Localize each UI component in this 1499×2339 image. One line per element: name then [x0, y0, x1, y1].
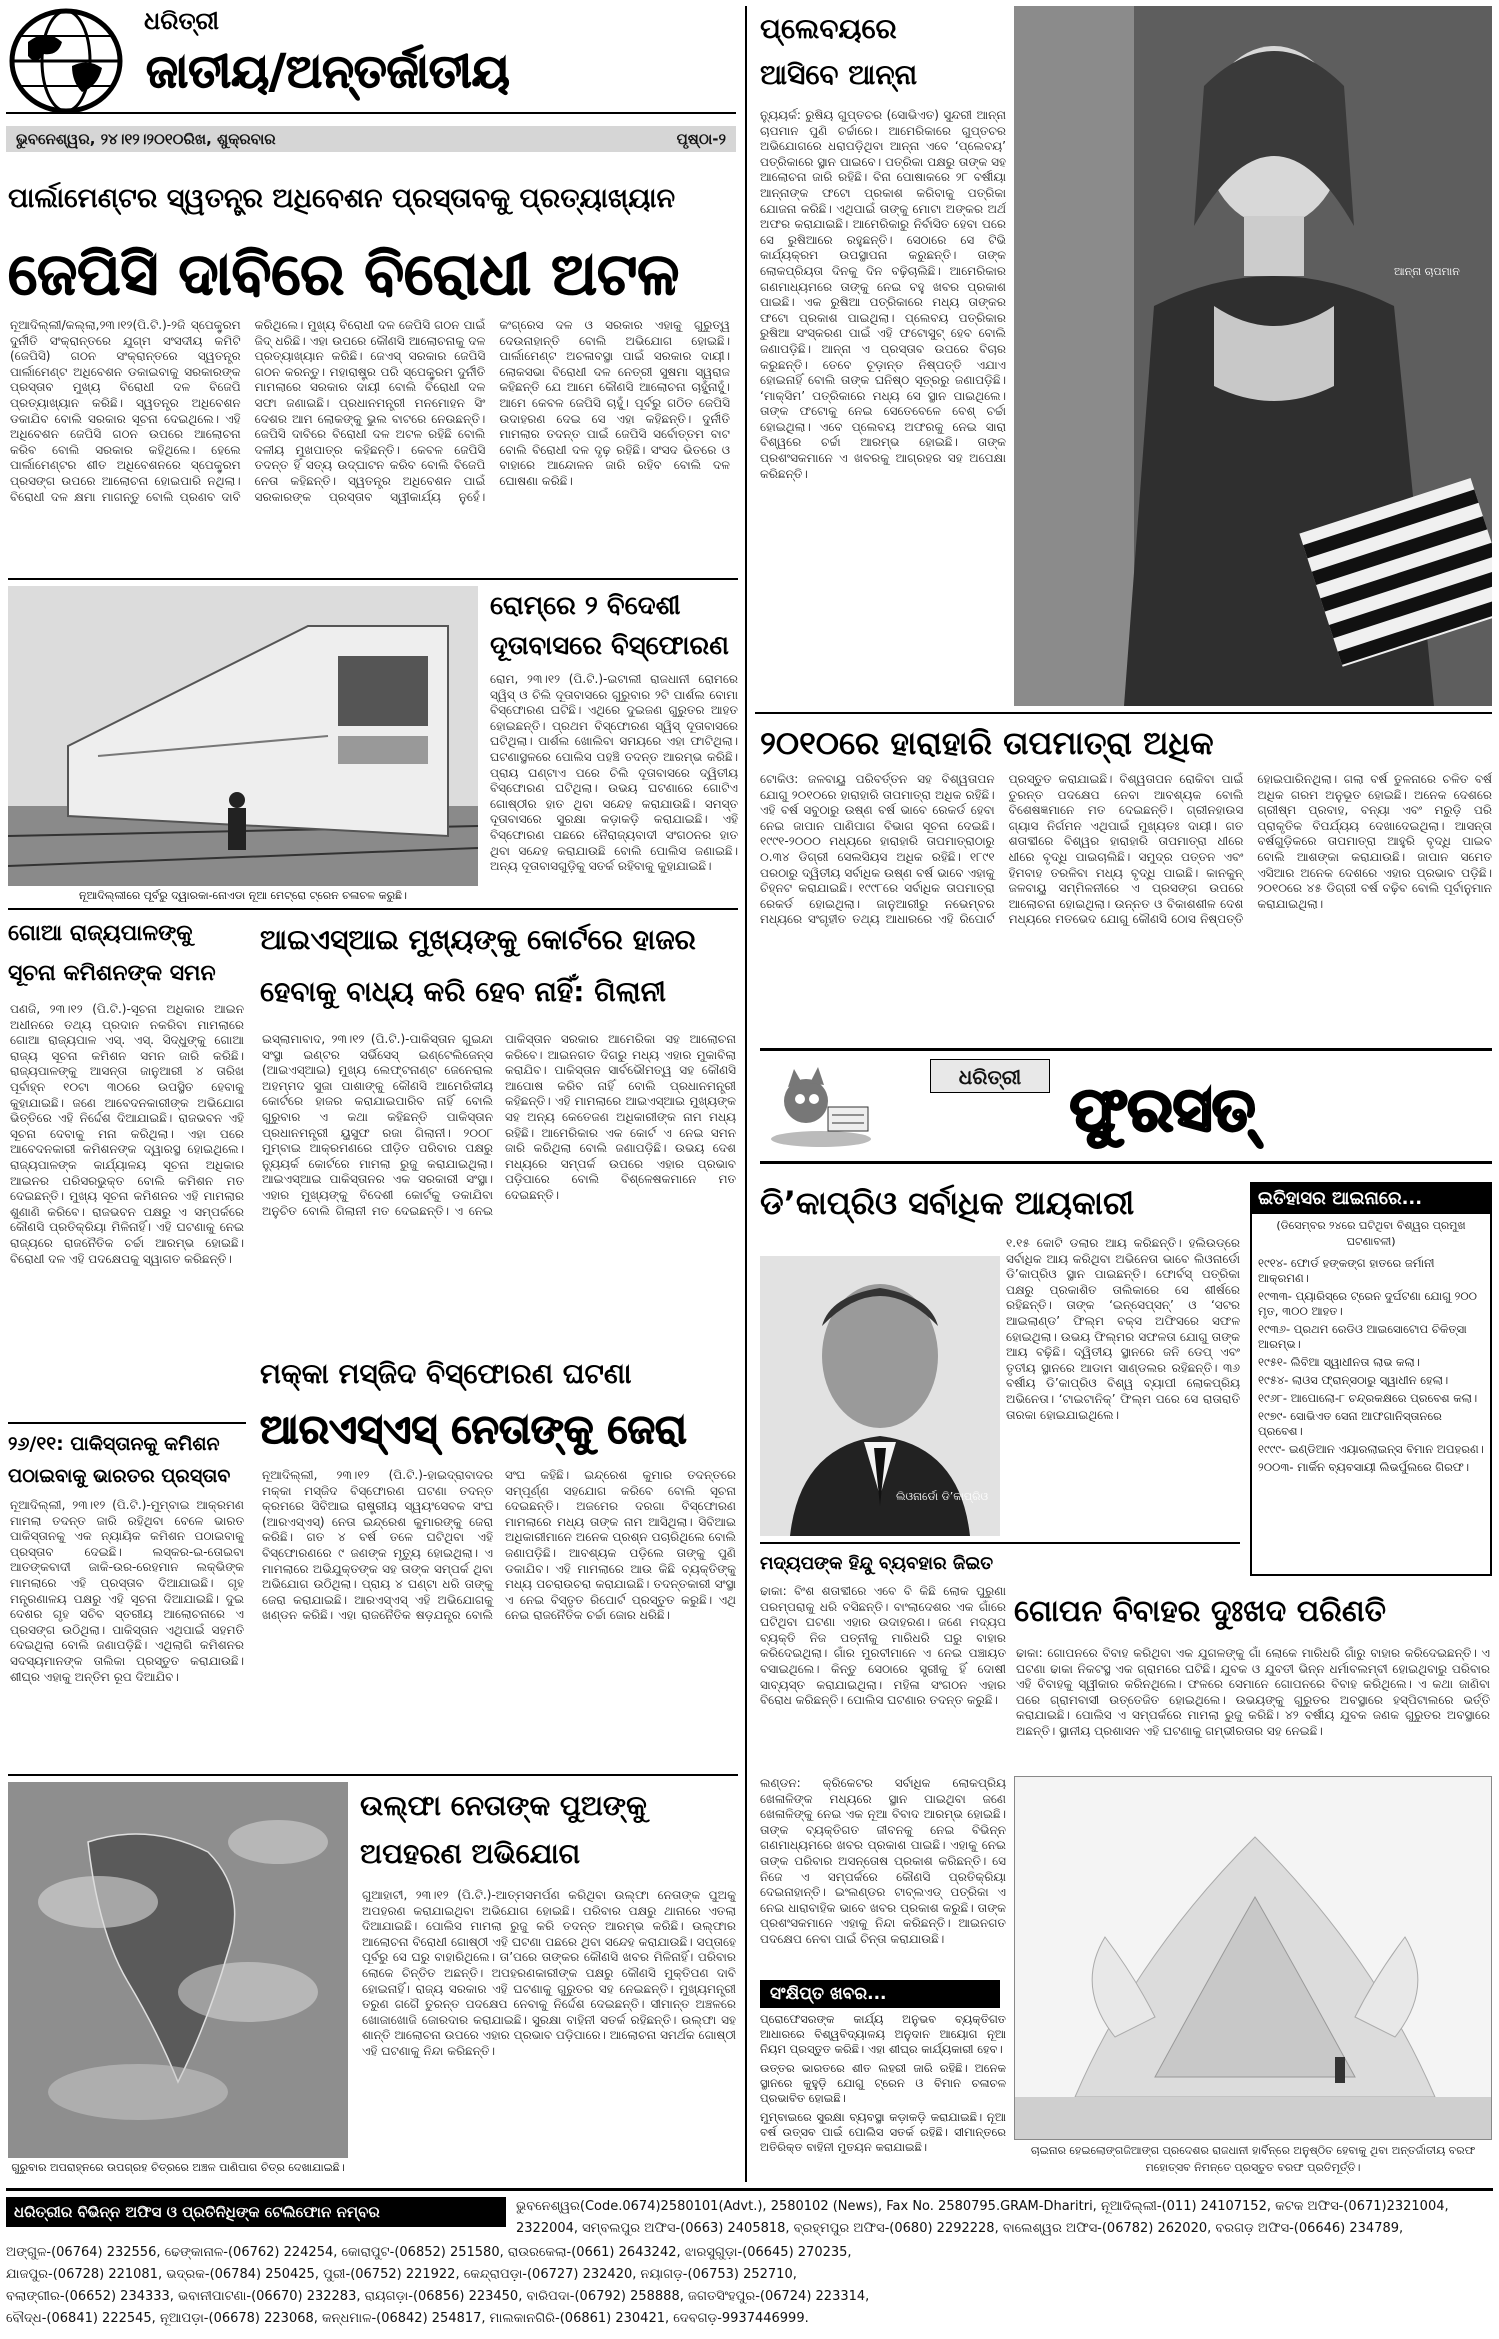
date-strip [6, 126, 736, 152]
cartoon-cat-icon [766, 1061, 876, 1151]
phurusata-logo-word: ଧରିତ୍ରୀ [958, 1065, 1022, 1089]
divider [8, 1774, 738, 1776]
history-item: ୧୯୭୯- ସୋଭିଏତ ସେନା ଆଫଗାନିସ୍ତାନରେ ପ୍ରବେଶ। [1258, 1409, 1442, 1438]
anna-body: ନ୍ୟୁୟର୍କ: ରୁଷିୟ ଗୁପ୍ତଚର (ସୋଭିଏତ) ସୁନ୍ଦରୀ ଆନ୍ନା ଚାପମାନ ପୁଣି ଚର୍ଚ୍ଚାରେ। ଆମେରିକାରେ ଗୁପ୍ତଚର ଅଭିଯୋଗରେ ଧରାପଡ଼ିଥିବା ଆନ୍ନା ଏବେ ‘ପ୍ଲେବୟ’ ପତ୍ରିକାରେ ସ୍ଥାନ ପାଇବେ। ପତ୍ରିକା ପକ୍ଷରୁ ତାଙ୍କ ସହ ଆଲୋଚନା ଜାରି ରହିଛି। ବିନା ପୋଷାକରେ ୨୮ ବର୍ଷୀୟା ଆନ୍ନାଙ୍କ ଫଟୋ ପ୍ରକାଶ କରିବାକୁ ପତ୍ରିକା ଯୋଜନା କରିଛି। ଏଥିପାଇଁ ତାଙ୍କୁ ମୋଟା ଅଙ୍କର ଅର୍ଥ ଅଫର କରାଯାଇଛି। ଆମେରିକାରୁ ନିର୍ବାସିତ ହେବା ପରେ ସେ ରୁଷିଆରେ ରହୁଛନ୍ତି। ସେଠାରେ ସେ ଟିଭି କାର୍ଯ୍ୟକ୍ରମ ଉପସ୍ଥାପନା କରୁଛନ୍ତି। ତାଙ୍କ ଲୋକପ୍ରିୟତା ଦିନକୁ ଦିନ ବଢ଼ିଚାଲିଛି। ଆମେରିକାର ଗଣମାଧ୍ୟମରେ ତାଙ୍କୁ ନେଇ ବହୁ ଖବର ପ୍ରକାଶ ପାଇଛି। ଏକ ରୁଷିଆ ପତ୍ରିକାରେ ମଧ୍ୟ ତାଙ୍କର ଫଟୋ ପ୍ରକାଶ ପାଇଥିଲା। ପ୍ଲେବୟ ପତ୍ରିକାର ରୁଷିଆ ସଂସ୍କରଣ ପାଇଁ ଏହି ଫଟୋସୁଟ୍ ହେବ ବୋଲି ଜଣାପଡ଼ିଛି। ଆନ୍ନା ଏ ପ୍ରସ୍ତାବ ଉପରେ ବିଚାର କରୁଛନ୍ତି। ତେବେ ଚୂଡ଼ାନ୍ତ ନିଷ୍ପତ୍ତି ଏଯାଏ ହୋଇନାହିଁ ବୋଲି ତାଙ୍କ ଘନିଷ୍ଠ ସୂତ୍ରରୁ ଜଣାପଡ଼ିଛି। ‘ମାକ୍ସିମ’ ପତ୍ରିକାରେ ମଧ୍ୟ ସେ ସ୍ଥାନ ପାଇଥିଲେ। ତାଙ୍କ ଫଟୋକୁ ନେଇ ସେତେବେଳେ ବେଶ୍ ଚର୍ଚ୍ଚା ହୋଇଥିଲା। ଏବେ ପ୍ଲେବୟ ଅଫରକୁ ନେଇ ସାରା ବିଶ୍ୱରେ ଚର୍ଚ୍ଚା ଆରମ୍ଭ ହୋଇଛି। ତାଙ୍କ ପ୍ରଶଂସକମାନେ ଏ ଖବରକୁ ଆଗ୍ରହର ସହ ଅପେକ୍ଷା କରିଛନ୍ତି। [760, 108, 1006, 481]
footer-line3: ଅଙ୍ଗୁଳ-(06764) 232556, ଢେଙ୍କାନାଳ-(06762) 224254, କୋରାପୁଟ-(06852) 251580, ରାଉରକେଲା-(0661) 2643242, ଝାରସୁଗୁଡ଼ା-(06645) 270235, [6, 2245, 852, 2260]
dicaprio-body: ୧.୧୫ କୋଟି ଡଲାର ଆୟ କରିଛନ୍ତି। ହଲିଉଡ୍‌ରେ ସର୍ବାଧିକ ଆୟ କରିଥିବା ଅଭିନେତା ଭାବେ ଲିଓନାର୍ଡୋ ଡି’କାପ୍ରିଓ ସ୍ଥାନ ପାଇଛନ୍ତି। ଫୋର୍ବସ୍ ପତ୍ରିକା ପକ୍ଷରୁ ପ୍ରକାଶିତ ତାଲିକାରେ ସେ ଶୀର୍ଷରେ ରହିଛନ୍ତି। ତାଙ୍କ ‘ଇନ୍‌ସେପ୍‌ସନ୍’ ଓ ‘ସଟର ଆଇଲାଣ୍ଡ’ ଫିଲ୍ମ ବକ୍ସ ଅଫିସରେ ସଫଳ ହୋଇଥିଲା। ଉଭୟ ଫିଲ୍ମର ସଫଳତା ଯୋଗୁ ତାଙ୍କ ଆୟ ବଢ଼ିଛି। ଦ୍ୱିତୀୟ ସ୍ଥାନରେ ଜନି ଡେପ୍ ଏବଂ ତୃତୀୟ ସ୍ଥାନରେ ଆଡାମ ସାଣ୍ଡଲର ରହିଛନ୍ତି। ୩୬ ବର୍ଷୀୟ ଡି’କାପ୍ରିଓ ବିଶ୍ୱ ବ୍ୟାପୀ ଲୋକପ୍ରିୟ ଅଭିନେତା। ‘ଟାଇଟାନିକ୍’ ଫିଲ୍ମ ପରେ ସେ ରାତାରାତି ତାରକା ହୋଇଯାଇଥିଲେ। [1006, 1236, 1240, 1422]
footer-line1: ଭୁବନେଶ୍ୱର(Code.0674)2580101(Advt.), 2580102 (News), Fax No. 2580795.GRAM-Dharitri, ନୂଆଦିଲ୍ଲୀ-(011) 24107152, କଟକ ଅଫିସ-(0671)2321004, [516, 2199, 1449, 2214]
satellite-weather-photo [8, 1782, 348, 2158]
masthead [6, 6, 736, 126]
history-intro: (ଡିସେମ୍ବର ୨୪ରେ ଘଟିଥିବା ବିଶ୍ୱର ପ୍ରମୁଖ ଘଟଣାବଳୀ) [1276, 1219, 1466, 1248]
gilani-headline-line1: ଆଇଏସ୍ଆଇ ମୁଖ୍ୟଙ୍କୁ କୋର୍ଟରେ ହାଜର [260, 923, 696, 956]
divider [8, 908, 738, 910]
goa-headline-line2: ସୂଚନା କମିଶନଙ୍କ ସମନ [8, 961, 216, 986]
footer-line2: 2322004, ସମ୍ବଲପୁର ଅଫିସ-(0663) 2405818, ବ୍ରହ୍ମପୁର ଅଫିସ-(0680) 2292228, ବାଲେଶ୍ୱର ଅଫିସ-(06782) 262020, ବରଗଡ଼ ଅଫିସ-(06646) 234789, [516, 2221, 1404, 2236]
ulfa-body: ଗୁଆହାଟୀ, ୨୩।୧୨ (ପି.ଟି.)-ଆତ୍ମସମର୍ପଣ କରିଥିବା ଉଲ୍‌ଫା ନେତାଙ୍କ ପୁଅକୁ ଅପହରଣ କରାଯାଇଥିବା ଅଭିଯୋଗ ହୋଇଛି। ପରିବାର ପକ୍ଷରୁ ଥାନାରେ ଏତଲା ଦିଆଯାଇଛି। ପୋଲିସ ମାମଲା ରୁଜୁ କରି ତଦନ୍ତ ଆରମ୍ଭ କରିଛି। ଉଲ୍‌ଫାର ଆଲୋଚନା ବିରୋଧୀ ଗୋଷ୍ଠୀ ଏହି ଘଟଣା ପଛରେ ଥିବା ସନ୍ଦେହ କରାଯାଉଛି। ସପ୍ତାହେ ପୂର୍ବରୁ ସେ ଘରୁ ବାହାରିଥିଲେ। ତା’ପରେ ତାଙ୍କର କୌଣସି ଖବର ମିଳିନାହିଁ। ପରିବାର ଲୋକେ ଚିନ୍ତିତ ଅଛନ୍ତି। ଅପହରଣକାରୀଙ୍କ ପକ୍ଷରୁ କୌଣସି ମୁକ୍ତିପଣ ଦାବି ହୋଇନାହିଁ। ରାଜ୍ୟ ସରକାର ଏହି ଘଟଣାକୁ ଗୁରୁତର ସହ ନେଇଛନ୍ତି। ମୁଖ୍ୟମନ୍ତ୍ରୀ ତରୁଣ ଗଗୈ ତୁରନ୍ତ ପଦକ୍ଷେପ ନେବାକୁ ନିର୍ଦ୍ଦେଶ ଦେଇଛନ୍ତି। ସୀମାନ୍ତ ଅଞ୍ଚଳରେ ଖୋଜାଖୋଜି ଜୋରଦାର କରାଯାଇଛି। ସୁରକ୍ଷା ବାହିନୀ ସତର୍କ ରହିଛନ୍ତି। ଉଲ୍‌ଫା ସହ ଶାନ୍ତି ଆଲୋଚନା ଉପରେ ଏହାର ପ୍ରଭାବ ପଡ଼ିପାରେ। ଆଲୋଚନା ସମର୍ଥକ ଗୋଷ୍ଠୀ ଏହି ଘଟଣାକୁ ନିନ୍ଦା କରିଛନ୍ତି। [362, 1888, 736, 2058]
dicaprio-photo-caption: ଲିଓନାର୍ଡୋ ଡି’କାପ୍ରିଓ [895, 1490, 989, 1503]
phurusata-title: ଫୁରସତ୍ [1070, 1075, 1255, 1145]
rome-body: ରୋମ, ୨୩।୧୨ (ପି.ଟି.)-ଇଟାଲୀ ରାଜଧାନୀ ରୋମରେ ସ୍ୱିସ୍ ଓ ଚିଲି ଦୂତାବାସରେ ଗୁରୁବାର ୨ଟି ପାର୍ଶଲ ବୋମା ବିସ୍ଫୋରଣ ଘଟିଛି। ଏଥିରେ ଦୁଇଜଣ ଗୁରୁତର ଆହତ ହୋଇଛନ୍ତି। ପ୍ରଥମ ବିସ୍ଫୋରଣ ସ୍ୱିସ୍ ଦୂତାବାସରେ ଘଟିଥିଲା। ପାର୍ଶଲ ଖୋଲିବା ସମୟରେ ଏହା ଫାଟିଥିଲା। ଘଟଣାସ୍ଥଳରେ ପୋଲିସ ପହଞ୍ଚି ତଦନ୍ତ ଆରମ୍ଭ କରିଛି। ପ୍ରାୟ ଘଣ୍ଟାଏ ପରେ ଚିଲି ଦୂତାବାସରେ ଦ୍ୱିତୀୟ ବିସ୍ଫୋରଣ ଘଟିଥିଲା। ଉଭୟ ଘଟଣାରେ ଗୋଟିଏ ଗୋଷ୍ଠୀର ହାତ ଥିବା ସନ୍ଦେହ କରାଯାଉଛି। ସମସ୍ତ ଦୂତାବାସରେ ସୁରକ୍ଷା କଡ଼ାକଡ଼ି କରାଯାଇଛି। ଏହି ବିସ୍ଫୋରଣ ପଛରେ ନୈରାଜ୍ୟବାଦୀ ସଂଗଠନର ହାତ ଥିବା ସନ୍ଦେହ କରାଯାଉଛି ବୋଲି ପୋଲିସ ଜଣାଇଛି। ଅନ୍ୟ ଦୂତାବାସଗୁଡ଼ିକୁ ସତର୍କ ରହିବାକୁ କୁହାଯାଇଛି। [490, 672, 738, 874]
gilani-headline-line2: ହେବାକୁ ବାଧ୍ୟ କରି ହେବ ନାହିଁ: ଗିଲାନୀ [260, 975, 666, 1008]
metro-train-photo [8, 586, 478, 886]
temperature-headline: ୨୦୧୦ରେ ହାରାହାରି ତାପମାତ୍ରା ଅଧିକ [760, 724, 1214, 762]
ulfa-headline-line1: ଉଲ୍‌ଫା ନେତାଙ୍କ ପୁଅଙ୍କୁ [360, 1789, 647, 1822]
temperature-body: ଟୋକିଓ: ଜଳବାୟୁ ପରିବର୍ତ୍ତନ ସହ ବିଶ୍ୱତାପନ ଯୋଗୁ ୨୦୧୦ରେ ହାରାହାରି ତାପମାତ୍ରା ଅଧିକ ରହିଛି। ଏହି ବର୍ଷ ସବୁଠାରୁ ଉଷ୍ଣ ବର୍ଷ ଭାବେ ରେକର୍ଡ ହେବା ନେଇ ଜାପାନ ପାଣିପାଗ ବିଭାଗ ସୂଚନା ଦେଇଛି। ୧୯୯୧-୨୦୦୦ ମଧ୍ୟରେ ହାରାହାରି ତାପମାତ୍ରାଠାରୁ ୦.୩୪ ଡିଗ୍ରୀ ସେଲସିୟସ ଅଧିକ ରହିଛି। ୧୮୯୧ ପରଠାରୁ ଦ୍ୱିତୀୟ ସର୍ବାଧିକ ଉଷ୍ଣ ବର୍ଷ ଭାବେ ଏହାକୁ ଚିହ୍ନଟ କରାଯାଇଛି। ୧୯୯୮ରେ ସର୍ବାଧିକ ତାପମାତ୍ରା ରେକର୍ଡ ହୋଇଥିଲା। ଜାନୁଆରୀରୁ ନଭେମ୍ବର ମଧ୍ୟରେ ସଂଗୃହୀତ ତଥ୍ୟ ଆଧାରରେ ଏହି ରିପୋର୍ଟ ପ୍ରସ୍ତୁତ କରାଯାଇଛି। ବିଶ୍ୱତାପନ ରୋକିବା ପାଇଁ ତୁରନ୍ତ ପଦକ୍ଷେପ ନେବା ଆବଶ୍ୟକ ବୋଲି ବିଶେଷଜ୍ଞମାନେ ମତ ଦେଇଛନ୍ତି। ଗ୍ରୀନହାଉସ ଗ୍ୟାସ ନିର୍ଗମନ ଏଥିପାଇଁ ମୁଖ୍ୟତଃ ଦାୟୀ। ଗତ ଶତାବ୍ଦୀରେ ବିଶ୍ୱର ହାରାହାରି ତାପମାତ୍ରା ଧୀରେ ଧୀରେ ବୃଦ୍ଧି ପାଇଚାଲିଛି। ସମୁଦ୍ର ପତ୍ତନ ଏବଂ ହିମବାହ ତରଳିବା ମଧ୍ୟ ବୃଦ୍ଧି ପାଇଛି। କାନକୁନ୍ ଜଳବାୟୁ ସମ୍ମିଳନୀରେ ଏ ପ୍ରସଙ୍ଗ ଉପରେ ଆଲୋଚନା ହୋଇଥିଲା। ଉନ୍ନତ ଓ ବିକାଶଶୀଳ ଦେଶ ମଧ୍ୟରେ ମତଭେଦ ଯୋଗୁ କୌଣସି ଠୋସ ନିଷ୍ପତ୍ତି ହୋଇପାରିନଥିଲା। ଗଲା ବର୍ଷ ତୁଳନାରେ ଚଳିତ ବର୍ଷ ଅଧିକ ଗରମ ଅନୁଭୂତ ହୋଇଛି। ଅନେକ ଦେଶରେ ଗ୍ରୀଷ୍ମ ପ୍ରବାହ, ବନ୍ୟା ଏବଂ ମରୁଡ଼ି ପରି ପ୍ରାକୃତିକ ବିପର୍ଯ୍ୟୟ ଦେଖାଦେଇଥିଲା। ଆସନ୍ତା ବର୍ଷଗୁଡ଼ିକରେ ତାପମାତ୍ରା ଆହୁରି ବୃଦ୍ଧି ପାଇବ ବୋଲି ଆଶଙ୍କା କରାଯାଉଛି। ଜାପାନ ସମେତ ଏସିଆର ଅନେକ ଦେଶରେ ଏହାର ପ୍ରଭାବ ପଡ଼ିଛି। ୨୦୧୦ରେ ୪୫ ଡିଗ୍ରୀ ବର୍ଷ ବଢ଼ିବ ବୋଲି ପୂର୍ବାନୁମାନ କରାଯାଇଥିଲା। [760, 772, 1492, 927]
divider [8, 1422, 246, 1424]
anna-headline-line1: ପ୍ଲେବୟରେ [760, 12, 897, 45]
mecca-kicker: ମକ୍କା ମସ୍‌ଜିଦ ବିସ୍ଫୋରଣ ଘଟଣା [260, 1357, 632, 1390]
weather-caption: ଗୁରୁବାର ଅପରାହ୍ନରେ ଉପଗ୍ରହ ଚିତ୍ରରେ ଅଞ୍ଚଳ ପାଣିପାଗ ଚିତ୍ର ଦେଖାଯାଇଛି। [11, 2161, 345, 2174]
history-item: ୧୯୩୩- ପ୍ୟାରିସ୍‌ରେ ଟ୍ରେନ ଦୁର୍ଘଟଣା ଯୋଗୁ ୨୦୦ ମୃତ, ୩୦୦ ଆହତ। [1258, 1289, 1477, 1318]
rome-headline-line1: ରୋମ୍‌ରେ ୨ ବିଦେଶୀ [490, 591, 681, 621]
gilani-body: ଇସ୍‌ଲାମାବାଦ, ୨୩।୧୨ (ପି.ଟି.)-ପାକିସ୍ତାନ ଗୁଇନ୍ଦା ସଂସ୍ଥା ଇଣ୍ଟର ସର୍ଭିସେସ୍‌ ଇଣ୍ଟେଲିଜେନ୍ସ (ଆଇଏସ୍ଆଇ) ମୁଖ୍ୟ ଲେଫ୍ଟନାଣ୍ଟ ଜେନେରାଲ ଅହମ୍ମଦ ସୁଜା ପାଶାଙ୍କୁ କୌଣସି ଆମେରିକୀୟ କୋର୍ଟରେ ହାଜର କରାଯାଇପାରିବ ନାହିଁ ବୋଲି ଗୁରୁବାର ଏ କଥା କହିଛନ୍ତି ପାକିସ୍ତାନ ପ୍ରଧାନମନ୍ତ୍ରୀ ୟୁସୁଫ ରଜା ଗିଲାନୀ। ୨୦୦୮ ମୁମ୍ବାଇ ଆକ୍ରମଣରେ ପୀଡ଼ିତ ପରିବାର ପକ୍ଷରୁ ନ୍ୟୁୟର୍କ କୋର୍ଟରେ ମାମଲା ରୁଜୁ କରାଯାଇଥିଲା। ଆଇଏସ୍ଆଇ ପାକିସ୍ତାନର ଏକ ସରକାରୀ ସଂସ୍ଥା। ଏହାର ମୁଖ୍ୟଙ୍କୁ ବିଦେଶୀ କୋର୍ଟକୁ ଡକାଯିବା ଅନୁଚିତ ବୋଲି ଗିଲାନୀ ମତ ଦେଇଛନ୍ତି। ଏ ନେଇ ପାକିସ୍ତାନ ସରକାର ଆମେରିକା ସହ ଆଲୋଚନା କରିବେ। ଆଇନଗତ ଦିଗରୁ ମଧ୍ୟ ଏହାର ମୁକାବିଲା କରାଯିବ। ପାକିସ୍ତାନ ସାର୍ବଭୌମତ୍ୱ ସହ କୌଣସି ଆପୋଷ କରିବ ନାହିଁ ବୋଲି ପ୍ରଧାନମନ୍ତ୍ରୀ କହିଛନ୍ତି। ଏହି ମାମଲାରେ ଆଇଏସ୍ଆଇ ମୁଖ୍ୟଙ୍କ ସହ ଅନ୍ୟ କେତେଜଣ ଅଧିକାରୀଙ୍କ ନାମ ମଧ୍ୟ ରହିଛି। ଆମେରିକାର ଏକ କୋର୍ଟ ଏ ନେଇ ସମନ ଜାରି କରିଥିଲା ବୋଲି ଜଣାପଡ଼ିଛି। ଉଭୟ ଦେଶ ମଧ୍ୟରେ ସମ୍ପର୍କ ଉପରେ ଏହାର ପ୍ରଭାବ ପଡ଼ିପାରେ ବୋଲି ବିଶ୍ଳେଷକମାନେ ମତ ଦେଇଛନ୍ତି। [262, 1032, 736, 1218]
footer-line5: ବଲାଙ୍ଗୀର-(06652) 234333, ଭବାନୀପାଟଣା-(06670) 232283, ରାୟଗଡ଼ା-(06856) 223450, ବାରିପଦା-(06792) 258888, ଜଗତସିଂହପୁର-(06724) 223314, [6, 2289, 870, 2304]
goa-headline-line1: ଗୋଆ ରାଜ୍ୟପାଳଙ୍କୁ [8, 921, 193, 946]
anna-photo [1014, 6, 1492, 706]
ice-sculpture-photo [1014, 1776, 1492, 2140]
2611-body: ନୂଆଦିଲ୍ଲୀ, ୨୩।୧୨ (ପି.ଟି.)-ମୁମ୍ବାଇ ଆକ୍ରମଣ ମାମଲା ତଦନ୍ତ ଜାରି ରହିଥିବା ବେଳେ ଭାରତ ପାକିସ୍ତାନକୁ ଏକ ନ୍ୟାୟିକ କମିଶନ ପଠାଇବାକୁ ପ୍ରସ୍ତାବ ଦେଇଛି। ଲସ୍କର-ଇ-ତୋଇବା ଆତଙ୍କବାଦୀ ଜାକି-ଉର-ରେହମାନ ଲକ୍‌ଭିଙ୍କ ମାମଲାରେ ଏହି ପ୍ରସ୍ତାବ ଦିଆଯାଇଛି। ଗୃହ ମନ୍ତ୍ରଣାଳୟ ପକ୍ଷରୁ ଏହି ସୂଚନା ଦିଆଯାଇଛି। ଦୁଇ ଦେଶର ଗୃହ ସଚିବ ସ୍ତରୀୟ ଆଲୋଚନାରେ ଏ ପ୍ରସଙ୍ଗ ଉଠିଥିଲା। ପାକିସ୍ତାନ ଏଥିପାଇଁ ସହମତି ଦେଇଥିଲା ବୋଲି ଜଣାପଡ଼ିଛି। ଏଥିଲାଗି କମିଶନର ସଦସ୍ୟମାନଙ୍କ ତାଲିକା ପ୍ରସ୍ତୁତ କରାଯାଉଛି। ଶୀଘ୍ର ଏହାକୁ ଅନ୍ତିମ ରୂପ ଦିଆଯିବ। [10, 1498, 244, 1684]
rome-headline-line2: ଦୂତାବାସରେ ବିସ୍ଫୋରଣ [490, 631, 729, 661]
anna-headline-line2: ଆସିବେ ଆନ୍ନା [760, 58, 918, 91]
history-item: ୧୯୧୪- ଫୋର୍ଡ ହଙ୍କଙ୍ଗ ହାତରେ ଜର୍ମାନୀ ଆକ୍ରମଣ। [1258, 1256, 1435, 1285]
ulfa-headline-line2: ଅପହରଣ ଅଭିଯୋଗ [360, 1837, 581, 1870]
2611-headline: ୨୬/୧୧: ପାକିସ୍ତାନକୁ କମିଶନ ପଠାଇବାକୁ ଭାରତର ପ୍ରସ୍ତାବ [8, 1433, 231, 1487]
footer [6, 2188, 1493, 2334]
hindu-marriage-body: ଢାକା: ବିଂଶ ଶତାବ୍ଦୀରେ ଏବେ ବି କିଛି ଲୋକ ପୁରୁଣା ପରମ୍ପରାକୁ ଧରି ବସିଛନ୍ତି। ବାଂଲାଦେଶର ଏକ ଗାଁରେ ଘଟିଥିବା ଘଟଣା ଏହାର ଉଦାହରଣ। ଜଣେ ମଦ୍ୟପ ବ୍ୟକ୍ତି ନିଜ ପତ୍ନୀକୁ ମାରିଧରି ଘରୁ ବାହାର କରିଦେଇଥିଲା। ଗାଁର ମୁରବୀମାନେ ଏ ନେଇ ପଞ୍ଚାୟତ ବସାଇଥିଲେ। କିନ୍ତୁ ସେଠାରେ ସ୍ତ୍ରୀକୁ ହିଁ ଦୋଷୀ ସାବ୍ୟସ୍ତ କରାଯାଇଥିଲା। ମହିଳା ସଂଗଠନ ଏହାର ବିରୋଧ କରିଛନ୍ତି। ପୋଲିସ ଘଟଣାର ତଦନ୍ତ କରୁଛି। [760, 1584, 1006, 1708]
dicaprio-photo [760, 1256, 1000, 1536]
masthead-divider [6, 112, 736, 114]
gilani-headline [260, 914, 738, 1024]
brief-item: ଉତ୍ତର ଭାରତରେ ଶୀତ ଲହରୀ ଜାରି ରହିଛି। ଅନେକ ସ୍ଥାନରେ କୁହୁଡ଼ି ଯୋଗୁ ଟ୍ରେନ ଓ ବିମାନ ଚଳାଚଳ ପ୍ରଭାବିତ ହୋଇଛି। [760, 2061, 1006, 2105]
metro-caption: ନୂଆଦିଲ୍ଲୀରେ ପୂର୍ବରୁ ଦ୍ୱାରକା-ନୋଏଡା ନୂଆ ମେଟ୍ରୋ ଟ୍ରେନ ଚଳାଚଳ କରୁଛି। [78, 889, 407, 902]
brief-item: ମୁମ୍ବାଇରେ ସୁରକ୍ଷା ବ୍ୟବସ୍ଥା କଡ଼ାକଡ଼ି କରାଯାଇଛି। ନୂଆ ବର୍ଷ ଉତ୍ସବ ପାଇଁ ପୋଲିସ ସତର୍କ ରହିଛି। ସୀମାନ୍ତରେ ଅତିରିକ୍ତ ବାହିନୀ ମୁତୟନ କରାଯାଇଛି। [760, 2110, 1006, 2154]
secret-marriage-headline: ଗୋପନ ବିବାହର ଦୁଃଖଦ ପରିଣତି [1014, 1594, 1386, 1629]
history-item: ୧୯୩୬- ପ୍ରଥମ ରେଡିଓ ଆଇସୋଟୋପ ଚିକିତ୍ସା ଆରମ୍ଭ। [1258, 1322, 1467, 1351]
phurusata-logo-box [930, 1059, 1050, 1093]
vertical-divider [745, 6, 747, 2182]
goa-body: ପଣଜି, ୨୩।୧୨ (ପି.ଟି.)-ସୂଚନା ଅଧିକାର ଆଇନ ଅଧୀନରେ ତଥ୍ୟ ପ୍ରଦାନ ନକରିବା ମାମଲାରେ ଗୋଆ ରାଜ୍ୟପାଳ ଏସ୍. ଏସ୍. ସିଦ୍ଧୁଙ୍କୁ ଗୋଆ ରାଜ୍ୟ ସୂଚନା କମିଶନ ସମନ ଜାରି କରିଛି। ରାଜ୍ୟପାଳଙ୍କୁ ଆସନ୍ତା ଜାନୁଆରୀ ୪ ତାରିଖ ପୂର୍ବାହ୍ନ ୧୦ଟା ୩୦ରେ ଉପସ୍ଥିତ ହେବାକୁ କୁହାଯାଇଛି। ଜଣେ ଆବେଦନକାରୀଙ୍କ ଅଭିଯୋଗ ଭିତ୍ତିରେ ଏହି ନିର୍ଦ୍ଦେଶ ଦିଆଯାଇଛି। ରାଜଭବନ ଏହି ସୂଚନା ଦେବାକୁ ମନା କରିଥିଲା। ଏହା ପରେ ଆବେଦନକାରୀ କମିଶନଙ୍କ ଦ୍ୱାରସ୍ଥ ହୋଇଥିଲେ। ରାଜ୍ୟପାଳଙ୍କ କାର୍ଯ୍ୟାଳୟ ସୂଚନା ଅଧିକାର ଆଇନର ପରିସରଭୁକ୍ତ ବୋଲି କମିଶନ ମତ ଦେଇଛନ୍ତି। ମୁଖ୍ୟ ସୂଚନା କମିଶନର ଏହି ମାମଲାର ଶୁଣାଣି କରିବେ। ରାଜଭବନ ପକ୍ଷରୁ ଏ ସମ୍ପର୍କରେ କୌଣସି ପ୍ରତିକ୍ରିୟା ମିଳିନାହିଁ। ଏହି ଘଟଣାକୁ ନେଇ ରାଜ୍ୟରେ ରାଜନୈତିକ ଚର୍ଚ୍ଚା ଆରମ୍ଭ ହୋଇଛି। ବିରୋଧୀ ଦଳ ଏହି ପଦକ୍ଷେପକୁ ସ୍ୱାଗତ କରିଛନ୍ତି। [10, 1002, 244, 1266]
footer-label: ଧରିତ୍ରୀର ବିଭିନ୍ନ ଅଫିସ ଓ ପ୍ରତିନିଧିଙ୍କ ଟେଲିଫୋନ ନମ୍ବର [6, 2197, 506, 2227]
history-item: ୧୯୫୧- ଲିବିଆ ସ୍ୱାଧୀନତା ଲାଭ କଲା। [1258, 1355, 1420, 1369]
divider [8, 578, 738, 580]
page-number: ପୃଷ୍ଠା-୨ [676, 130, 726, 148]
jpc-kicker: ପାର୍ଲାମେଣ୍ଟର ସ୍ୱତନ୍ତ୍ର ଅଧିବେଶନ ପ୍ରସ୍ତାବକୁ ପ୍ରତ୍ୟାଖ୍ୟାନ [8, 183, 676, 214]
footer-line4: ଯାଜପୁର-(06728) 221081, ଭଦ୍ରକ-(06784) 250425, ପୁରୀ-(06752) 221922, କେନ୍ଦ୍ରାପଡ଼ା-(06727) 232420, ନୟାଗଡ଼-(06753) 252710, [6, 2267, 797, 2282]
jpc-headline: ଜେପିସି ଦାବିରେ ବିରୋଧୀ ଅଟଳ [8, 240, 680, 308]
anna-headline [760, 6, 1010, 102]
history-item: ୧୯୫୪- ଲାଓସ ଫ୍ରାନ୍ସଠାରୁ ସ୍ୱାଧୀନ ହେଲା। [1258, 1373, 1449, 1387]
goa-headline [8, 914, 248, 998]
masthead-logo-word: ଧରିତ୍ରୀ [144, 7, 219, 35]
mecca-body: ନୂଆଦିଲ୍ଲୀ, ୨୩।୧୨ (ପି.ଟି.)-ହାଇଦ୍ରାବାଦର ମକ୍କା ମସ୍‌ଜିଦ ବିସ୍ଫୋରଣ ଘଟଣା ତଦନ୍ତ କ୍ରମରେ ସିବିଆଇ ରାଷ୍ଟ୍ରୀୟ ସ୍ୱୟଂସେବକ ସଂଘ (ଆରଏସ୍ଏସ୍) ନେତା ଇନ୍ଦ୍ରେଶ କୁମାରଙ୍କୁ ଜେରା କରିଛି। ଗତ ୪ ବର୍ଷ ତଳେ ଘଟିଥିବା ଏହି ବିସ୍ଫୋରଣରେ ୯ ଜଣଙ୍କ ମୃତ୍ୟୁ ହୋଇଥିଲା। ଏ ମାମଲାରେ ଅଭିଯୁକ୍ତଙ୍କ ସହ ତାଙ୍କ ସମ୍ପର୍କ ଥିବା ଅଭିଯୋଗ ଉଠିଥିଲା। ପ୍ରାୟ ୪ ଘଣ୍ଟା ଧରି ତାଙ୍କୁ ଜେରା କରାଯାଇଛି। ଆରଏସ୍ଏସ୍ ଏହି ଅଭିଯୋଗକୁ ଖଣ୍ଡନ କରିଛି। ଏହା ରାଜନୈତିକ ଷଡ଼ଯନ୍ତ୍ର ବୋଲି ସଂଘ କହିଛି। ଇନ୍ଦ୍ରେଶ କୁମାର ତଦନ୍ତରେ ସମ୍ପୂର୍ଣ୍ଣ ସହଯୋଗ କରିବେ ବୋଲି ସୂଚନା ଦେଇଛନ୍ତି। ଅଜମେର ଦରଗା ବିସ୍ଫୋରଣ ମାମଲାରେ ମଧ୍ୟ ତାଙ୍କ ନାମ ଆସିଥିଲା। ସିବିଆଇ ଅଧିକାରୀମାନେ ଅନେକ ପ୍ରଶ୍ନ ପଚାରିଥିଲେ ବୋଲି ଜଣାପଡ଼ିଛି। ଆବଶ୍ୟକ ପଡ଼ିଲେ ତାଙ୍କୁ ପୁଣି ଡକାଯିବ। ଏହି ମାମଲାରେ ଆଉ କିଛି ବ୍ୟକ୍ତିଙ୍କୁ ମଧ୍ୟ ପଚରାଉଚରା କରାଯାଇଛି। ତଦନ୍ତକାରୀ ସଂସ୍ଥା ଏ ନେଇ ବିସ୍ତୃତ ରିପୋର୍ଟ ପ୍ରସ୍ତୁତ କରୁଛି। ଏଥି ନେଇ ରାଜନୈତିକ ଚର୍ଚ୍ଚା ଜୋର ଧରିଛି। [262, 1468, 736, 1623]
history-item: ୨୦୦୩- ମାର୍କିନ ବ୍ୟବସାୟୀ ଲିଭର୍ପୁଲରେ ଗିରଫ। [1258, 1460, 1470, 1474]
brief-title: ସଂକ୍ଷିପ୍ତ ଖବର... [760, 1980, 1000, 2008]
secret-marriage-body: ଢାକା: ଗୋପନରେ ବିବାହ କରିଥିବା ଏକ ଯୁଗଳଙ୍କୁ ଗାଁ ଲୋକେ ମାରିଧରି ଗାଁରୁ ବାହାର କରିଦେଇଛନ୍ତି। ଏ ଘଟଣା ଢାକା ନିକଟସ୍ଥ ଏକ ଗ୍ରାମରେ ଘଟିଛି। ଯୁବକ ଓ ଯୁବତୀ ଭିନ୍ନ ଧର୍ମାବଲମ୍ବୀ ହୋଇଥିବାରୁ ପରିବାର ଏହି ବିବାହକୁ ସ୍ୱୀକାର କରିନଥିଲେ। ଫଳରେ ସେମାନେ ଗୋପନରେ ବିବାହ କରିଥିଲେ। ଏ କଥା ଜାଣିବା ପରେ ଗ୍ରାମବାସୀ ଉତ୍ତେଜିତ ହୋଇଥିଲେ। ଉଭୟଙ୍କୁ ଗୁରୁତର ଅବସ୍ଥାରେ ହସ୍ପିଟାଲରେ ଭର୍ତ୍ତି କରାଯାଇଛି। ପୋଲିସ ଏ ସମ୍ପର୍କରେ ମାମଲା ରୁଜୁ କରିଛି। ୪୨ ବର୍ଷୀୟ ଯୁବକ ଜଣକ ଗୁରୁତର ଅବସ୍ଥାରେ ଅଛନ୍ତି। ସ୍ଥାନୀୟ ପ୍ରଶାସନ ଏହି ଘଟଣାକୁ ଗମ୍ଭୀରତାର ସହ ନେଇଛି। [1016, 1646, 1490, 1738]
divider [755, 712, 1492, 714]
phurusata-banner [760, 1048, 1492, 1164]
brief-list [760, 2012, 1006, 2182]
rome-headline [490, 586, 740, 668]
brief-item: ପ୍ରୋଫେସରଙ୍କ କାର୍ଯ୍ୟ ଅନୁଭବ ବ୍ୟକ୍ତିଗତ ଆଧାରରେ ବିଶ୍ୱବିଦ୍ୟାଳୟ ଅନୁଦାନ ଆୟୋଗ ନୂଆ ନିୟମ ପ୍ରସ୍ତୁତ କରିଛି। ଏହା ଶୀଘ୍ର କାର୍ଯ୍ୟକାରୀ ହେବ। [760, 2012, 1006, 2056]
history-item: ୧୯୯୯- ଇଣ୍ଡିଆନ ଏୟାରଲାଇନ୍ସ ବିମାନ ଅପହରଣ। [1258, 1442, 1484, 1456]
ulfa-headline [360, 1782, 738, 1882]
history-title: ଇତିହାସର ଆଇନାରେ... [1252, 1184, 1490, 1214]
footer-line6: ବୌଦ୍ଧ-(06841) 222545, ନୂଆପଡ଼ା-(06678) 223068, କନ୍ଧମାଳ-(06842) 254817, ମାଲକାନଗିରି-(06861) 230421, ଦେବଗଡ଼-9937446999. [6, 2311, 809, 2326]
globe-logo-icon [6, 6, 126, 116]
history-box [1250, 1182, 1492, 1576]
dateline: ଭୁବନେଶ୍ୱର, ୨୪।୧୨।୨୦୧୦ରିଖ, ଶୁକ୍ରବାର [16, 130, 276, 148]
mecca-headline: ଆରଏସ୍ଏସ୍ ନେତାଙ୍କୁ ଜେରା [260, 1407, 687, 1453]
jpc-body: ନୂଆଦିଲ୍ଲୀ/କଲ୍ଲା,୨୩।୧୨(ପି.ଟି.)-୨ଜି ସ୍ପେକ୍ଟ୍ରମ ଦୁର୍ନୀତି ସଂକ୍ରାନ୍ତରେ ଯୁଗ୍ମ ସଂସଦୀୟ କମିଟି (ଜେପିସି) ଗଠନ ସଂକ୍ରାନ୍ତରେ ସ୍ୱତନ୍ତ୍ର ପାର୍ଲାମେଣ୍ଟ ଅଧିବେଶନ ଡକାଇବାକୁ ସରକାରଙ୍କ ପ୍ରସ୍ତାବ ମୁଖ୍ୟ ବିରୋଧୀ ଦଳ ବିଜେପି ପ୍ରତ୍ୟାଖ୍ୟାନ କରିଛି। ସ୍ୱତନ୍ତ୍ର ଅଧିବେଶନ ଡକାଯିବ ବୋଲି ସରକାର ସୂଚନା ଦେଇଥିଲେ। ଏହି ଅଧିବେଶନ ଜେପିସି ଗଠନ ଉପରେ ଆଲୋଚନା କରିବ ବୋଲି ସରକାର କହିଥିଲେ। ହେଲେ ପାର୍ଲାମେଣ୍ଟର ଶୀତ ଅଧିବେଶନରେ ସ୍ପେକ୍ଟ୍ରମ ପ୍ରସଙ୍ଗ ଉପରେ ଆଲୋଚନା ହୋଇପାରି ନଥିଲା। ବିରୋଧୀ ଦଳ କ୍ଷମା ମାଗନ୍ତୁ ବୋଲି ପ୍ରଣବ ଦାବି କରିଥିଲେ। ମୁଖ୍ୟ ବିରୋଧୀ ଦଳ ଜେପିସି ଗଠନ ପାଇଁ ଜିଦ୍‌ ଧରିଛି। ଏହା ଉପରେ କୌଣସି ଆଲୋଚନାକୁ ଦଳ ପ୍ରତ୍ୟାଖ୍ୟାନ କରିଛି। ଜେଏସ୍‌ ସରକାର ଜେପିସି ଗଠନ କରନ୍ତୁ। ମହାରାଷ୍ଟ୍ର ପରି ସ୍ପେକ୍ଟ୍ରମ ଦୁର୍ନୀତି ମାମଲାରେ ସରକାର ଦାୟୀ ବୋଲି ବିରୋଧୀ ଦଳ ସଫା ଜଣାଇଛି। ପ୍ରଧାନମନ୍ତ୍ରୀ ମନମୋହନ ସିଂ ଦେଶର ଆମ ଲୋକଙ୍କୁ ଭୁଲ ବାଟରେ ନେଉଛନ୍ତି। ଜେପିସି ଦାବିରେ ବିରୋଧୀ ଦଳ ଅଟଳ ରହିଛି ବୋଲି ଦଳୀୟ ମୁଖପାତ୍ର କହିଛନ୍ତି। କେବଳ ଜେପିସି ତଦନ୍ତ ହିଁ ସତ୍ୟ ଉଦ୍‌ଘାଟନ କରିବ ବୋଲି ବିଜେପି ନେତା କହିଛନ୍ତି। ସ୍ୱତନ୍ତ୍ର ଅଧିବେଶନ ପାଇଁ ସରକାରଙ୍କ ପ୍ରସ୍ତାବ ସ୍ୱୀକାର୍ଯ୍ୟ ନୁହେଁ। କଂଗ୍ରେସ ଦଳ ଓ ସରକାର ଏହାକୁ ଗୁରୁତ୍ୱ ଦେଉନାହାନ୍ତି ବୋଲି ଅଭିଯୋଗ ହୋଇଛି। ପାର୍ଲାମେଣ୍ଟ ଅଚଳାବସ୍ଥା ପାଇଁ ସରକାର ଦାୟୀ। ଲୋକସଭା ବିରୋଧୀ ଦଳ ନେତ୍ରୀ ସୁଷମା ସ୍ୱରାଜ କହିଛନ୍ତି ଯେ ଆମେ କୌଣସି ଆଲୋଚନା ଚାହୁଁନାହୁଁ। ଆମେ କେବଳ ଜେପିସି ଚାହୁଁ। ପୂର୍ବରୁ ଗଠିତ ଜେପିସି ଉଦାହରଣ ଦେଇ ସେ ଏହା କହିଛନ୍ତି। ଦୁର୍ନୀତି ମାମଲାର ତଦନ୍ତ ପାଇଁ ଜେପିସି ସର୍ବୋତ୍ତମ ବାଟ ବୋଲି ବିରୋଧୀ ଦଳ ଦୃଢ଼ ରହିଛି। ସଂସଦ ଭିତରେ ଓ ବାହାରେ ଆନ୍ଦୋଳନ ଜାରି ରହିବ ବୋଲି ଦଳ ଘୋଷଣା କରିଛି। [10, 318, 730, 504]
hindu-marriage-headline: ମଦ୍ୟପଙ୍କ ହିନ୍ଦୁ ବ୍ୟବହାର ଜିଇତ [760, 1553, 994, 1574]
dicaprio-headline: ଡି’କାପ୍ରିଓ ସର୍ବାଧିକ ଆୟକାରୀ [760, 1184, 1135, 1222]
history-item: ୧୯୬୮- ଆପୋଲୋ-୮ ଚନ୍ଦ୍ରକକ୍ଷରେ ପ୍ରବେଶ କଲା। [1258, 1391, 1478, 1405]
history-list [1258, 1256, 1484, 1570]
anna-photo-caption: ଆନ୍ନା ଚାପମାନ [1394, 265, 1460, 278]
ice-sculpture-caption: ଚାଇନାର ହେଇଲୋଙ୍ଗଜିଆଙ୍ଗ ପ୍ରଦେଶର ରାଜଧାନୀ ହାର୍ବିନ୍‌ରେ ଅନୁଷ୍ଠିତ ହେବାକୁ ଥିବା ଅନ୍ତର୍ଜାତୀୟ ବରଫ ମହୋତ୍ସବ ନିମନ୍ତେ ପ୍ରସ୍ତୁତ ବରଫ ପ୍ରତିମୂର୍ତ୍ତି। [1030, 2144, 1476, 2174]
cricket-body: ଲଣ୍ଡନ: କ୍ରିକେଟର ସର୍ବାଧିକ ଲୋକପ୍ରିୟ ଖେଳାଳିଙ୍କ ମଧ୍ୟରେ ସ୍ଥାନ ପାଇଥିବା ଜଣେ ଖେଳାଳିଙ୍କୁ ନେଇ ଏକ ନୂଆ ବିବାଦ ଆରମ୍ଭ ହୋଇଛି। ତାଙ୍କ ବ୍ୟକ୍ତିଗତ ଜୀବନକୁ ନେଇ ବିଭିନ୍ନ ଗଣମାଧ୍ୟମରେ ଖବର ପ୍ରକାଶ ପାଇଛି। ଏହାକୁ ନେଇ ତାଙ୍କ ପରିବାର ଅସନ୍ତୋଷ ପ୍ରକାଶ କରିଛନ୍ତି। ସେ ନିଜେ ଏ ସମ୍ପର୍କରେ କୌଣସି ପ୍ରତିକ୍ରିୟା ଦେଇନାହାନ୍ତି। ଇଂଲଣ୍ଡର ଟାବ୍‌ଲଏଡ୍ ପତ୍ରିକା ଏ ନେଇ ଧାରାବାହିକ ଭାବେ ଖବର ପ୍ରକାଶ କରୁଛି। ତାଙ୍କ ପ୍ରଶଂସକମାନେ ଏହାକୁ ନିନ୍ଦା କରିଛନ୍ତି। ଆଇନଗତ ପଦକ୍ଷେପ ନେବା ପାଇଁ ଚିନ୍ତା କରାଯାଉଛି। [760, 1776, 1006, 1946]
divider [760, 1542, 1240, 1544]
section-title: ଜାତୀୟ/ଅନ୍ତର୍ଜାତୀୟ [146, 44, 510, 98]
